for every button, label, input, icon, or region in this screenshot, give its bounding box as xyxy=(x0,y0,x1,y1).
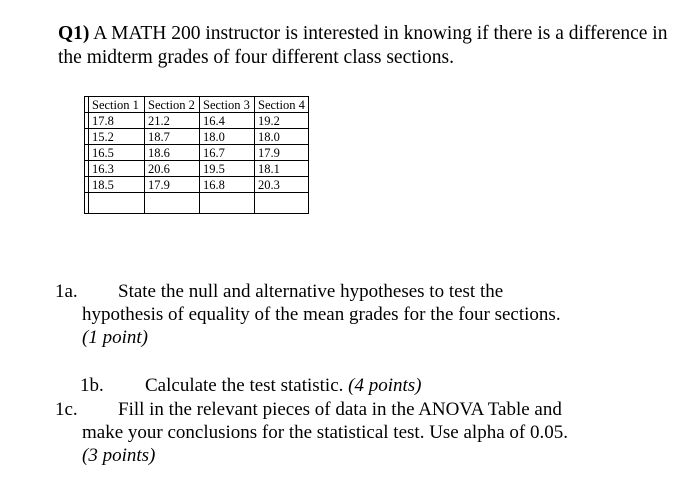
table-cell: 17.8 xyxy=(89,113,145,129)
table-cell xyxy=(255,193,309,214)
table-row xyxy=(85,129,309,145)
part-text-line: make your conclusions for the statistical test. Use alpha of 0.05. xyxy=(82,422,568,443)
grades-table xyxy=(84,96,309,214)
part-points: (3 points) xyxy=(82,445,156,466)
table-header-row xyxy=(85,97,309,113)
part-text-line: State the null and alternative hypotheses to test the xyxy=(118,281,504,302)
column-header: Section 1 xyxy=(89,97,145,113)
part-label: 1b. xyxy=(80,375,104,396)
table-cell xyxy=(89,193,145,214)
part-text: Calculate the test statistic. xyxy=(145,375,344,396)
table-cell: 18.5 xyxy=(89,177,145,193)
table-cell xyxy=(200,193,255,214)
table-cell: 16.4 xyxy=(200,113,255,129)
part-1a xyxy=(55,280,675,349)
column-header: Section 4 xyxy=(255,97,309,113)
table-cell: 19.5 xyxy=(200,161,255,177)
part-text-line: Fill in the relevant pieces of data in the ANOVA Table and xyxy=(118,399,562,420)
question-number: Q1) xyxy=(58,23,90,44)
table-row xyxy=(85,145,309,161)
table-cell: 20.6 xyxy=(145,161,200,177)
part-label: 1c. xyxy=(55,399,78,420)
column-header: Section 2 xyxy=(145,97,200,113)
part-label: 1a. xyxy=(55,281,78,302)
table-cell: 16.7 xyxy=(200,145,255,161)
table-cell: 15.2 xyxy=(89,129,145,145)
table-row xyxy=(85,161,309,177)
part-1c xyxy=(55,398,675,467)
part-text-line: hypothesis of equality of the mean grades for the four sections. xyxy=(82,304,561,325)
table-cell: 19.2 xyxy=(255,113,309,129)
table-cell: 16.3 xyxy=(89,161,145,177)
table-cell: 18.0 xyxy=(200,129,255,145)
table-cell: 21.2 xyxy=(145,113,200,129)
part-text-line xyxy=(80,374,680,397)
part-points: (4 points) xyxy=(348,375,422,396)
table-row xyxy=(85,177,309,193)
part-1b xyxy=(80,374,680,397)
table-cell: 18.6 xyxy=(145,145,200,161)
table-cell: 18.7 xyxy=(145,129,200,145)
table-cell: 18.0 xyxy=(255,129,309,145)
table-cell: 20.3 xyxy=(255,177,309,193)
table-empty-row xyxy=(85,193,309,214)
table-cell: 18.1 xyxy=(255,161,309,177)
table-cell xyxy=(145,193,200,214)
table-cell: 16.5 xyxy=(89,145,145,161)
question-text xyxy=(58,22,678,70)
table-cell: 17.9 xyxy=(255,145,309,161)
table-cell: 16.8 xyxy=(200,177,255,193)
column-header: Section 3 xyxy=(200,97,255,113)
part-points: (1 point) xyxy=(82,327,148,348)
question-body: A MATH 200 instructor is interested in knowing if there is a difference in the midterm grades of four different class sections. xyxy=(58,23,668,68)
table-cell: 17.9 xyxy=(145,177,200,193)
table-row xyxy=(85,113,309,129)
